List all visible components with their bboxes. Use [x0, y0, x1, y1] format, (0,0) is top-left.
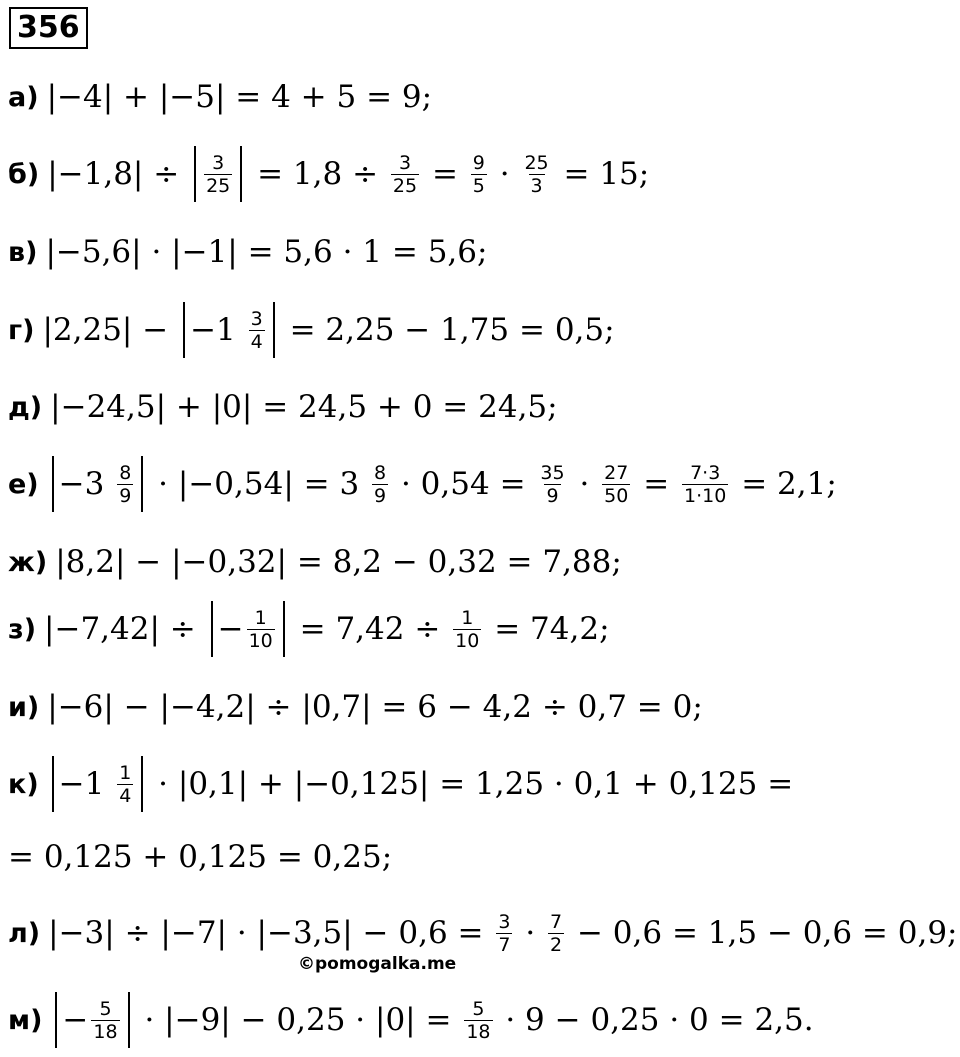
item-label: в): [8, 236, 38, 268]
item-label: и): [8, 691, 40, 723]
equation-part: =: [422, 156, 468, 192]
abs-bar: [194, 146, 196, 202]
equation-part: = 74,2;: [484, 611, 610, 647]
equation-part: −: [62, 1002, 89, 1038]
abs-bar: [283, 601, 285, 657]
abs-bar: [183, 302, 185, 358]
fraction: $\frac{1}{10}$: [248, 606, 273, 652]
fraction: $\frac{8}{9}$: [374, 461, 387, 507]
item-label: а): [8, 81, 39, 113]
equation-part: · |−0,54| = 3: [148, 466, 370, 502]
line-l: [8, 898, 958, 968]
abs-bar: [52, 456, 54, 512]
abs-bar: [55, 992, 57, 1048]
equation-part: − 0,6 = 1,5 − 0,6 = 0,9;: [567, 915, 958, 951]
item-label: к): [8, 768, 39, 800]
equation-part: ·: [489, 156, 520, 192]
problem-number: 356: [9, 7, 88, 49]
watermark: ©pomogalka.me: [298, 954, 457, 974]
abs-bar: [52, 756, 54, 812]
fraction: $\frac{5}{18}$: [93, 997, 118, 1043]
equation-part: |−3| ÷ |−7| · |−3,5| − 0,6 =: [48, 915, 494, 951]
equation-part: −1: [58, 766, 115, 802]
line-a: [8, 62, 432, 132]
abs-bar: [141, 756, 143, 812]
equation-part: = 15;: [553, 156, 650, 192]
equation-part: · |−9| − 0,25 · |0| =: [134, 1002, 462, 1038]
equation-part: = 2,1;: [731, 466, 837, 502]
item-label: м): [8, 1004, 43, 1036]
item-label: д): [8, 391, 43, 423]
line-z: [8, 594, 610, 664]
equation-part: ·: [569, 466, 600, 502]
fraction: $\frac{3}{25}$: [392, 151, 418, 197]
equation-part: −3: [58, 466, 115, 502]
equation-part: −: [217, 611, 244, 647]
equation: = 0,125 + 0,125 = 0,25;: [8, 839, 393, 875]
item-label: л): [8, 917, 41, 949]
item-label: з): [8, 613, 37, 645]
line-m: [8, 985, 814, 1055]
equation: |−6| − |−4,2| ÷ |0,7| = 6 − 4,2 ÷ 0,7 = 0;: [47, 689, 703, 725]
line-k: [8, 749, 793, 819]
fraction: $\frac{35}{9}$: [540, 461, 565, 507]
equation-part: · 9 − 0,25 · 0 = 2,5.: [495, 1002, 814, 1038]
equation: |−4| + |−5| = 4 + 5 = 9;: [46, 79, 433, 115]
equation: |−24,5| + |0| = 24,5 + 0 = 24,5;: [50, 389, 558, 425]
equation-part: ·: [515, 915, 546, 951]
fraction: $\frac{3}{7}$: [498, 910, 511, 956]
item-label: б): [8, 158, 40, 190]
line-k-continuation: [8, 822, 392, 892]
fraction: $\frac{3}{25}$: [206, 151, 231, 197]
line-b: [8, 139, 649, 209]
equation-part: −1: [190, 312, 246, 348]
equation-part: = 2,25 − 1,75 = 0,5;: [279, 312, 615, 348]
line-d: [8, 372, 558, 442]
equation-part: =: [633, 466, 680, 502]
equation-part: |−7,42| ÷: [44, 611, 206, 647]
fraction: $\frac{1}{10}$: [455, 606, 480, 652]
line-i: [8, 672, 703, 742]
fraction: $\frac{9}{5}$: [472, 151, 485, 197]
line-v: [8, 217, 487, 287]
equation-part: = 1,8 ÷: [247, 156, 388, 192]
equation-part: |−1,8| ÷: [47, 156, 190, 192]
equation: |−5,6| · |−1| = 5,6 · 1 = 5,6;: [45, 234, 488, 270]
line-zh: [8, 527, 622, 597]
fraction: $\frac{8}{9}$: [119, 461, 132, 507]
equation-part: = 7,42 ÷: [289, 611, 451, 647]
equation-part: · |0,1| + |−0,125| = 1,25 · 0,1 + 0,125 =: [148, 766, 794, 802]
abs-bar: [128, 992, 130, 1048]
fraction: $\frac{1}{4}$: [119, 761, 132, 807]
abs-bar: [273, 302, 275, 358]
item-label: г): [8, 314, 35, 346]
fraction: $\frac{25}{3}$: [524, 151, 549, 197]
fraction: $\frac{27}{50}$: [604, 461, 629, 507]
equation-part: |2,25| −: [42, 312, 179, 348]
line-e: [8, 449, 837, 519]
abs-bar: [240, 146, 242, 202]
item-label: ж): [8, 546, 48, 578]
fraction: $\frac{7}{2}$: [550, 910, 563, 956]
line-g: [8, 295, 615, 365]
abs-bar: [141, 456, 143, 512]
equation-part: · 0,54 =: [391, 466, 536, 502]
abs-bar: [211, 601, 213, 657]
item-label: е): [8, 468, 39, 500]
equation: |8,2| − |−0,32| = 8,2 − 0,32 = 7,88;: [55, 544, 622, 580]
fraction: $\frac{5}{18}$: [466, 997, 491, 1043]
fraction: $\frac{3}{4}$: [250, 307, 263, 353]
fraction: $\frac{7\cdot 3}{1\cdot 10}$: [684, 461, 727, 507]
